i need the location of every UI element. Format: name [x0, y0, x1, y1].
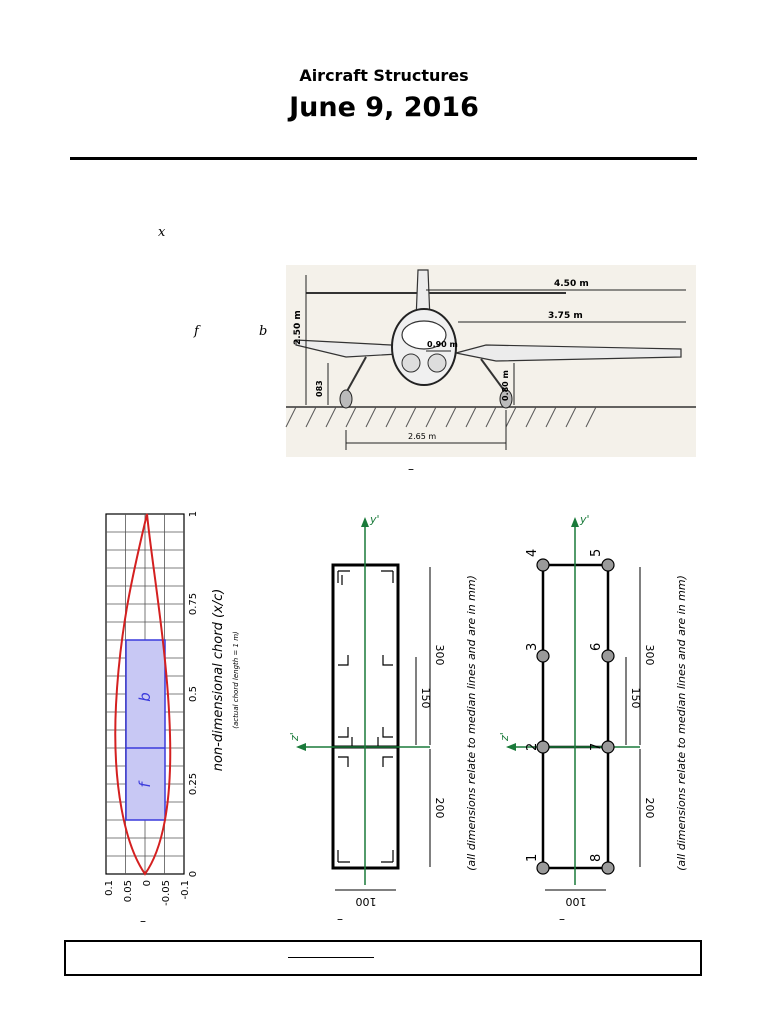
node-label-2: 2	[525, 742, 540, 751]
header-rule	[70, 157, 697, 160]
boom-1	[537, 862, 549, 874]
ytick-m01: -0.1	[180, 880, 191, 900]
exam-date: June 9, 2016	[289, 92, 479, 123]
axis-y-label-2: y'	[580, 513, 590, 526]
dim-150: 150	[419, 687, 432, 709]
axis-z-label-2: z'	[498, 732, 511, 741]
node-label-3: 3	[525, 642, 540, 651]
node-label-4: 4	[525, 548, 540, 557]
ytick-005: 0.05	[123, 880, 134, 903]
xtick-05: 0.5	[188, 686, 199, 702]
boom-4	[537, 559, 549, 571]
section-detail	[290, 505, 490, 915]
aircraft-drawing	[286, 265, 696, 457]
boom-5	[602, 559, 614, 571]
symbol-f: f	[194, 324, 199, 339]
caption-dash-aircraft: –	[408, 462, 414, 476]
xtick-025: 0.25	[188, 772, 199, 796]
dimension-note: (all dimensions relate to median lines and are in mm)	[465, 575, 478, 871]
dim-200: 200	[433, 797, 446, 819]
aircraft-front-view	[286, 265, 696, 457]
airfoil-chart	[100, 505, 210, 925]
box-label-b: b	[136, 692, 154, 702]
ytick-m005: -0.05	[161, 880, 172, 906]
xtick-0: 0	[188, 870, 199, 878]
xlabel: non-dimensional chord (x/c)	[211, 588, 226, 772]
xlabel-note: (actual chord length = 1 m)	[232, 631, 240, 729]
dim-fuselage: 0.90 m	[427, 340, 458, 349]
dim-gear-left: 083	[315, 380, 324, 397]
node-label-5: 5	[589, 548, 604, 557]
node-label-7: 7	[589, 742, 604, 751]
spar-box	[126, 640, 165, 820]
dim-gear-right: 0.80 m	[501, 370, 510, 401]
symbol-x: x	[158, 225, 166, 240]
axis-z-label: z'	[288, 732, 301, 741]
dim-100: 100	[355, 895, 377, 908]
caption-dash-airfoil: –	[140, 914, 146, 928]
dim-150-2: 150	[629, 687, 642, 709]
boom-8	[602, 862, 614, 874]
dim-track: 2.65 m	[408, 432, 437, 441]
caption-dash-ideal: –	[559, 912, 565, 926]
node-label-6: 6	[589, 642, 604, 651]
course-title: Aircraft Structures	[299, 66, 469, 85]
airfoil-axis-label	[200, 560, 246, 800]
dim-height: 2.50 m	[293, 310, 303, 345]
symbol-b: b	[259, 324, 268, 339]
caption-dash-detail: –	[337, 912, 343, 926]
answer-box	[64, 940, 702, 976]
box-label-f: f	[136, 782, 154, 788]
dim-300: 300	[433, 644, 446, 666]
answer-blank-line	[288, 957, 374, 958]
dim-span-outer: 4.50 m	[554, 279, 589, 289]
dim-100-2: 100	[565, 895, 587, 908]
xtick-1: 1	[188, 510, 199, 518]
ytick-0: 0	[142, 880, 153, 887]
ytick-01: 0.1	[104, 880, 115, 896]
axis-y-label: y'	[370, 513, 380, 526]
xtick-075: 0.75	[188, 592, 199, 616]
section-ideal	[500, 505, 700, 915]
node-label-8: 8	[589, 853, 604, 862]
dim-300-2: 300	[643, 644, 656, 666]
dim-200-2: 200	[643, 797, 656, 819]
node-label-1: 1	[525, 853, 540, 862]
dimension-note-2: (all dimensions relate to median lines and are in mm)	[675, 575, 688, 871]
dim-span-inner: 3.75 m	[548, 311, 583, 321]
